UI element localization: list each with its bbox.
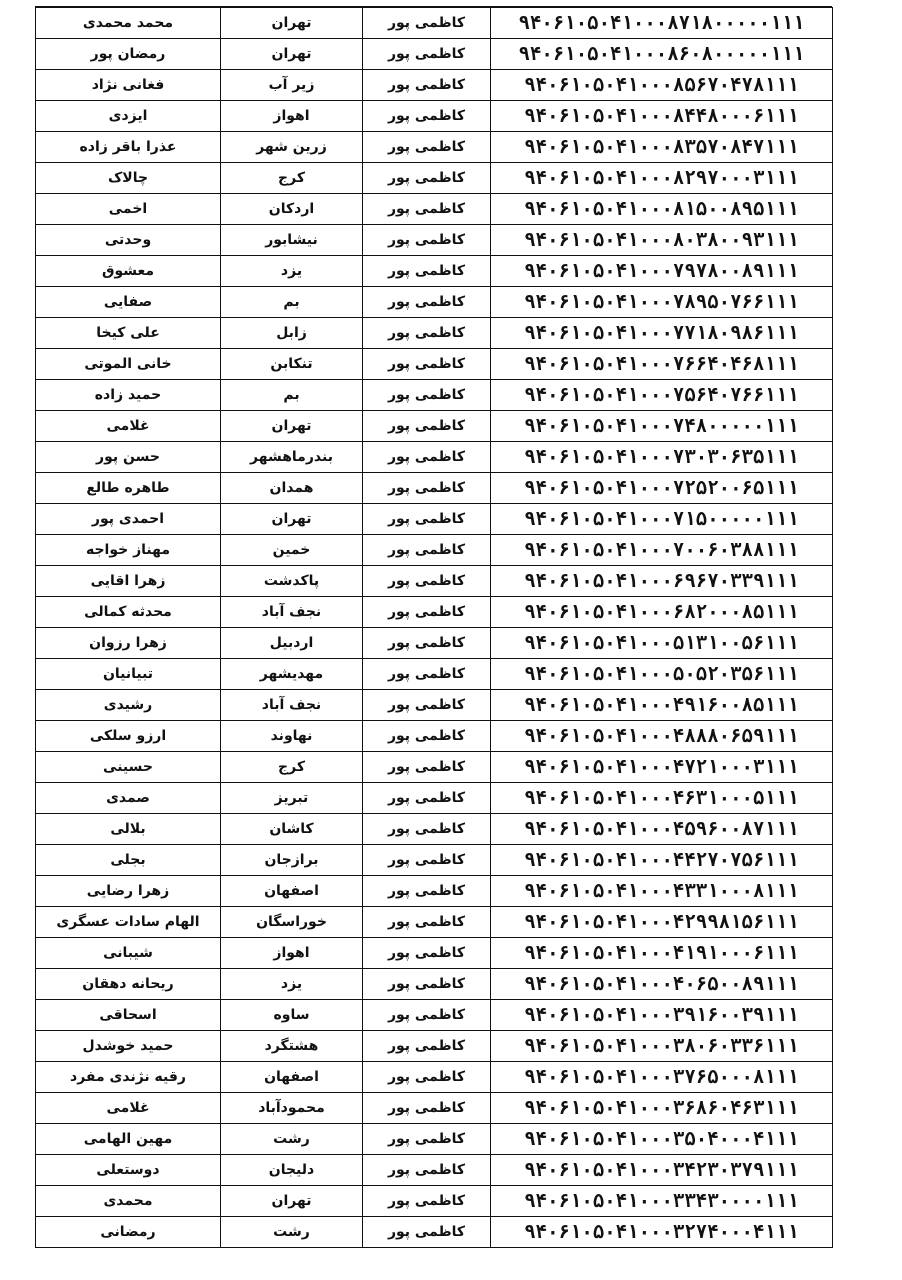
table-row <box>36 256 833 287</box>
account-number-cell: ۹۴۰۶۱۰۵۰۴۱۰۰۰۸۴۴۸۰۰۰۶۱۱۱ <box>491 101 833 132</box>
surname-cell: کاظمی پور <box>363 1031 491 1062</box>
person-name-cell: چالاک <box>36 163 221 194</box>
surname-cell: کاظمی پور <box>363 1155 491 1186</box>
table-row <box>36 690 833 721</box>
city-cell: یزد <box>221 256 363 287</box>
records-table <box>35 7 833 1248</box>
city-cell: پاکدشت <box>221 566 363 597</box>
table-row <box>36 349 833 380</box>
table-row <box>36 287 833 318</box>
account-number-cell: ۹۴۰۶۱۰۵۰۴۱۰۰۰۷۱۵۰۰۰۰۰۱۱۱ <box>491 504 833 535</box>
surname-cell: کاظمی پور <box>363 70 491 101</box>
table-row <box>36 411 833 442</box>
account-number-cell: ۹۴۰۶۱۰۵۰۴۱۰۰۰۷۸۹۵۰۷۶۶۱۱۱ <box>491 287 833 318</box>
surname-cell: کاظمی پور <box>363 969 491 1000</box>
surname-cell: کاظمی پور <box>363 318 491 349</box>
person-name-cell: ارزو سلکی <box>36 721 221 752</box>
table-row <box>36 101 833 132</box>
account-number-cell: ۹۴۰۶۱۰۵۰۴۱۰۰۰۳۶۸۶۰۴۶۳۱۱۱ <box>491 1093 833 1124</box>
table-row <box>36 876 833 907</box>
person-name-cell: تبیانیان <box>36 659 221 690</box>
account-number-cell: ۹۴۰۶۱۰۵۰۴۱۰۰۰۴۷۲۱۰۰۰۳۱۱۱ <box>491 752 833 783</box>
account-number-cell: ۹۴۰۶۱۰۵۰۴۱۰۰۰۵۰۵۲۰۳۵۶۱۱۱ <box>491 659 833 690</box>
account-number-cell: ۹۴۰۶۱۰۵۰۴۱۰۰۰۸۲۹۷۰۰۰۳۱۱۱ <box>491 163 833 194</box>
surname-cell: کاظمی پور <box>363 938 491 969</box>
surname-cell: کاظمی پور <box>363 163 491 194</box>
surname-cell: کاظمی پور <box>363 752 491 783</box>
city-cell: رشت <box>221 1217 363 1248</box>
table-row <box>36 845 833 876</box>
surname-cell: کاظمی پور <box>363 380 491 411</box>
person-name-cell: وحدتی <box>36 225 221 256</box>
person-name-cell: اسحاقی <box>36 1000 221 1031</box>
table-row <box>36 969 833 1000</box>
person-name-cell: حمید خوشدل <box>36 1031 221 1062</box>
account-number-cell: ۹۴۰۶۱۰۵۰۴۱۰۰۰۸۵۶۷۰۴۷۸۱۱۱ <box>491 70 833 101</box>
document-sheet <box>35 6 832 1271</box>
account-number-cell: ۹۴۰۶۱۰۵۰۴۱۰۰۰۳۲۷۴۰۰۰۴۱۱۱ <box>491 1217 833 1248</box>
surname-cell: کاظمی پور <box>363 1062 491 1093</box>
account-number-cell: ۹۴۰۶۱۰۵۰۴۱۰۰۰۸۳۵۷۰۸۴۷۱۱۱ <box>491 132 833 163</box>
city-cell: یزد <box>221 969 363 1000</box>
person-name-cell: زهرا رضایی <box>36 876 221 907</box>
city-cell: بم <box>221 380 363 411</box>
account-number-cell: ۹۴۰۶۱۰۵۰۴۱۰۰۰۵۱۳۱۰۰۵۶۱۱۱ <box>491 628 833 659</box>
table-row <box>36 659 833 690</box>
person-name-cell: ایزدی <box>36 101 221 132</box>
city-cell: هشتگرد <box>221 1031 363 1062</box>
table-row <box>36 163 833 194</box>
person-name-cell: فغانی نژاد <box>36 70 221 101</box>
table-row <box>36 473 833 504</box>
account-number-cell: ۹۴۰۶۱۰۵۰۴۱۰۰۰۷۵۶۴۰۷۶۶۱۱۱ <box>491 380 833 411</box>
person-name-cell: بلالی <box>36 814 221 845</box>
table-row <box>36 1031 833 1062</box>
surname-cell: کاظمی پور <box>363 8 491 39</box>
account-number-cell: ۹۴۰۶۱۰۵۰۴۱۰۰۰۷۳۰۳۰۶۳۵۱۱۱ <box>491 442 833 473</box>
account-number-cell: ۹۴۰۶۱۰۵۰۴۱۰۰۰۳۸۰۶۰۳۳۶۱۱۱ <box>491 1031 833 1062</box>
person-name-cell: مهناز خواجه <box>36 535 221 566</box>
account-number-cell: ۹۴۰۶۱۰۵۰۴۱۰۰۰۸۱۵۰۰۸۹۵۱۱۱ <box>491 194 833 225</box>
surname-cell: کاظمی پور <box>363 504 491 535</box>
person-name-cell: رشیدی <box>36 690 221 721</box>
table-row <box>36 814 833 845</box>
surname-cell: کاظمی پور <box>363 876 491 907</box>
city-cell: تهران <box>221 39 363 70</box>
city-cell: اردبیل <box>221 628 363 659</box>
surname-cell: کاظمی پور <box>363 473 491 504</box>
person-name-cell: محدثه کمالی <box>36 597 221 628</box>
account-number-cell: ۹۴۰۶۱۰۵۰۴۱۰۰۰۴۸۸۸۰۶۵۹۱۱۱ <box>491 721 833 752</box>
table-row <box>36 39 833 70</box>
person-name-cell: رمضانی <box>36 1217 221 1248</box>
city-cell: تهران <box>221 8 363 39</box>
city-cell: ساوه <box>221 1000 363 1031</box>
account-number-cell: ۹۴۰۶۱۰۵۰۴۱۰۰۰۶۸۲۰۰۰۸۵۱۱۱ <box>491 597 833 628</box>
city-cell: همدان <box>221 473 363 504</box>
surname-cell: کاظمی پور <box>363 1186 491 1217</box>
city-cell: تهران <box>221 411 363 442</box>
account-number-cell: ۹۴۰۶۱۰۵۰۴۱۰۰۰۴۶۳۱۰۰۰۵۱۱۱ <box>491 783 833 814</box>
city-cell: کاشان <box>221 814 363 845</box>
city-cell: بندرماهشهر <box>221 442 363 473</box>
person-name-cell: اخمی <box>36 194 221 225</box>
account-number-cell: ۹۴۰۶۱۰۵۰۴۱۰۰۰۸۶۰۸۰۰۰۰۰۱۱۱ <box>491 39 833 70</box>
account-number-cell: ۹۴۰۶۱۰۵۰۴۱۰۰۰۴۲۹۹۸۱۵۶۱۱۱ <box>491 907 833 938</box>
person-name-cell: عذرا باقر زاده <box>36 132 221 163</box>
table-row <box>36 1217 833 1248</box>
account-number-cell: ۹۴۰۶۱۰۵۰۴۱۰۰۰۷۲۵۲۰۰۶۵۱۱۱ <box>491 473 833 504</box>
account-number-cell: ۹۴۰۶۱۰۵۰۴۱۰۰۰۷۰۰۶۰۳۸۸۱۱۱ <box>491 535 833 566</box>
table-row <box>36 70 833 101</box>
table-row <box>36 1186 833 1217</box>
surname-cell: کاظمی پور <box>363 659 491 690</box>
surname-cell: کاظمی پور <box>363 39 491 70</box>
surname-cell: کاظمی پور <box>363 1000 491 1031</box>
account-number-cell: ۹۴۰۶۱۰۵۰۴۱۰۰۰۴۳۳۱۰۰۰۸۱۱۱ <box>491 876 833 907</box>
account-number-cell: ۹۴۰۶۱۰۵۰۴۱۰۰۰۳۴۲۳۰۳۷۹۱۱۱ <box>491 1155 833 1186</box>
person-name-cell: حسینی <box>36 752 221 783</box>
person-name-cell: ریحانه دهقان <box>36 969 221 1000</box>
surname-cell: کاظمی پور <box>363 132 491 163</box>
person-name-cell: محمد محمدی <box>36 8 221 39</box>
account-number-cell: ۹۴۰۶۱۰۵۰۴۱۰۰۰۴۰۶۵۰۰۸۹۱۱۱ <box>491 969 833 1000</box>
city-cell: تنکابن <box>221 349 363 380</box>
table-row <box>36 628 833 659</box>
person-name-cell: زهرا اقایی <box>36 566 221 597</box>
city-cell: برازجان <box>221 845 363 876</box>
records-table-body <box>36 8 833 1248</box>
city-cell: زیر آب <box>221 70 363 101</box>
city-cell: اهواز <box>221 101 363 132</box>
table-row <box>36 1093 833 1124</box>
person-name-cell: زهرا رزوان <box>36 628 221 659</box>
person-name-cell: صمدی <box>36 783 221 814</box>
account-number-cell: ۹۴۰۶۱۰۵۰۴۱۰۰۰۷۹۷۸۰۰۸۹۱۱۱ <box>491 256 833 287</box>
table-row <box>36 225 833 256</box>
person-name-cell: رقیه نژندی مفرد <box>36 1062 221 1093</box>
city-cell: زابل <box>221 318 363 349</box>
city-cell: اصفهان <box>221 1062 363 1093</box>
account-number-cell: ۹۴۰۶۱۰۵۰۴۱۰۰۰۴۵۹۶۰۰۸۷۱۱۱ <box>491 814 833 845</box>
person-name-cell: محمدی <box>36 1186 221 1217</box>
surname-cell: کاظمی پور <box>363 349 491 380</box>
city-cell: خمین <box>221 535 363 566</box>
surname-cell: کاظمی پور <box>363 287 491 318</box>
person-name-cell: بجلی <box>36 845 221 876</box>
account-number-cell: ۹۴۰۶۱۰۵۰۴۱۰۰۰۶۹۶۷۰۳۳۹۱۱۱ <box>491 566 833 597</box>
table-row <box>36 504 833 535</box>
surname-cell: کاظمی پور <box>363 628 491 659</box>
account-number-cell: ۹۴۰۶۱۰۵۰۴۱۰۰۰۳۷۶۵۰۰۰۸۱۱۱ <box>491 1062 833 1093</box>
account-number-cell: ۹۴۰۶۱۰۵۰۴۱۰۰۰۸۷۱۸۰۰۰۰۰۱۱۱ <box>491 8 833 39</box>
account-number-cell: ۹۴۰۶۱۰۵۰۴۱۰۰۰۷۴۸۰۰۰۰۰۱۱۱ <box>491 411 833 442</box>
surname-cell: کاظمی پور <box>363 442 491 473</box>
person-name-cell: غلامی <box>36 1093 221 1124</box>
table-row <box>36 1155 833 1186</box>
city-cell: نهاوند <box>221 721 363 752</box>
person-name-cell: غلامی <box>36 411 221 442</box>
table-row <box>36 597 833 628</box>
city-cell: تهران <box>221 1186 363 1217</box>
city-cell: رشت <box>221 1124 363 1155</box>
city-cell: خوراسگان <box>221 907 363 938</box>
city-cell: کرج <box>221 752 363 783</box>
table-row <box>36 938 833 969</box>
person-name-cell: خانی الموتی <box>36 349 221 380</box>
surname-cell: کاظمی پور <box>363 1124 491 1155</box>
account-number-cell: ۹۴۰۶۱۰۵۰۴۱۰۰۰۴۴۲۷۰۷۵۶۱۱۱ <box>491 845 833 876</box>
city-cell: اردکان <box>221 194 363 225</box>
person-name-cell: طاهره طالع <box>36 473 221 504</box>
city-cell: تبریز <box>221 783 363 814</box>
table-row <box>36 380 833 411</box>
person-name-cell: حسن پور <box>36 442 221 473</box>
city-cell: نجف آباد <box>221 597 363 628</box>
surname-cell: کاظمی پور <box>363 814 491 845</box>
person-name-cell: مهین الهامی <box>36 1124 221 1155</box>
surname-cell: کاظمی پور <box>363 566 491 597</box>
city-cell: زرین شهر <box>221 132 363 163</box>
table-row <box>36 318 833 349</box>
surname-cell: کاظمی پور <box>363 1093 491 1124</box>
person-name-cell: رمضان پور <box>36 39 221 70</box>
city-cell: کرج <box>221 163 363 194</box>
account-number-cell: ۹۴۰۶۱۰۵۰۴۱۰۰۰۷۶۶۴۰۴۶۸۱۱۱ <box>491 349 833 380</box>
table-row <box>36 442 833 473</box>
table-row <box>36 752 833 783</box>
account-number-cell: ۹۴۰۶۱۰۵۰۴۱۰۰۰۸۰۳۸۰۰۹۳۱۱۱ <box>491 225 833 256</box>
surname-cell: کاظمی پور <box>363 194 491 225</box>
surname-cell: کاظمی پور <box>363 256 491 287</box>
person-name-cell: احمدی پور <box>36 504 221 535</box>
account-number-cell: ۹۴۰۶۱۰۵۰۴۱۰۰۰۴۱۹۱۰۰۰۶۱۱۱ <box>491 938 833 969</box>
table-row <box>36 566 833 597</box>
city-cell: تهران <box>221 504 363 535</box>
table-row <box>36 783 833 814</box>
table-row <box>36 1000 833 1031</box>
person-name-cell: شیبانی <box>36 938 221 969</box>
surname-cell: کاظمی پور <box>363 1217 491 1248</box>
table-row <box>36 132 833 163</box>
city-cell: اصفهان <box>221 876 363 907</box>
city-cell: بم <box>221 287 363 318</box>
surname-cell: کاظمی پور <box>363 535 491 566</box>
city-cell: نیشابور <box>221 225 363 256</box>
surname-cell: کاظمی پور <box>363 783 491 814</box>
surname-cell: کاظمی پور <box>363 597 491 628</box>
table-row <box>36 907 833 938</box>
table-row <box>36 8 833 39</box>
city-cell: نجف آباد <box>221 690 363 721</box>
city-cell: محمودآباد <box>221 1093 363 1124</box>
person-name-cell: دوستعلی <box>36 1155 221 1186</box>
surname-cell: کاظمی پور <box>363 721 491 752</box>
city-cell: اهواز <box>221 938 363 969</box>
person-name-cell: معشوق <box>36 256 221 287</box>
surname-cell: کاظمی پور <box>363 101 491 132</box>
person-name-cell: علی کیخا <box>36 318 221 349</box>
city-cell: مهدیشهر <box>221 659 363 690</box>
account-number-cell: ۹۴۰۶۱۰۵۰۴۱۰۰۰۳۵۰۴۰۰۰۴۱۱۱ <box>491 1124 833 1155</box>
person-name-cell: الهام سادات عسگری <box>36 907 221 938</box>
surname-cell: کاظمی پور <box>363 411 491 442</box>
surname-cell: کاظمی پور <box>363 690 491 721</box>
table-row <box>36 1062 833 1093</box>
account-number-cell: ۹۴۰۶۱۰۵۰۴۱۰۰۰۳۳۴۳۰۰۰۰۱۱۱ <box>491 1186 833 1217</box>
account-number-cell: ۹۴۰۶۱۰۵۰۴۱۰۰۰۴۹۱۶۰۰۸۵۱۱۱ <box>491 690 833 721</box>
person-name-cell: صفایی <box>36 287 221 318</box>
table-row <box>36 1124 833 1155</box>
table-row <box>36 194 833 225</box>
person-name-cell: حمید زاده <box>36 380 221 411</box>
city-cell: دلیجان <box>221 1155 363 1186</box>
surname-cell: کاظمی پور <box>363 225 491 256</box>
account-number-cell: ۹۴۰۶۱۰۵۰۴۱۰۰۰۷۷۱۸۰۹۸۶۱۱۱ <box>491 318 833 349</box>
table-row <box>36 535 833 566</box>
surname-cell: کاظمی پور <box>363 907 491 938</box>
surname-cell: کاظمی پور <box>363 845 491 876</box>
table-row <box>36 721 833 752</box>
account-number-cell: ۹۴۰۶۱۰۵۰۴۱۰۰۰۳۹۱۶۰۰۳۹۱۱۱ <box>491 1000 833 1031</box>
